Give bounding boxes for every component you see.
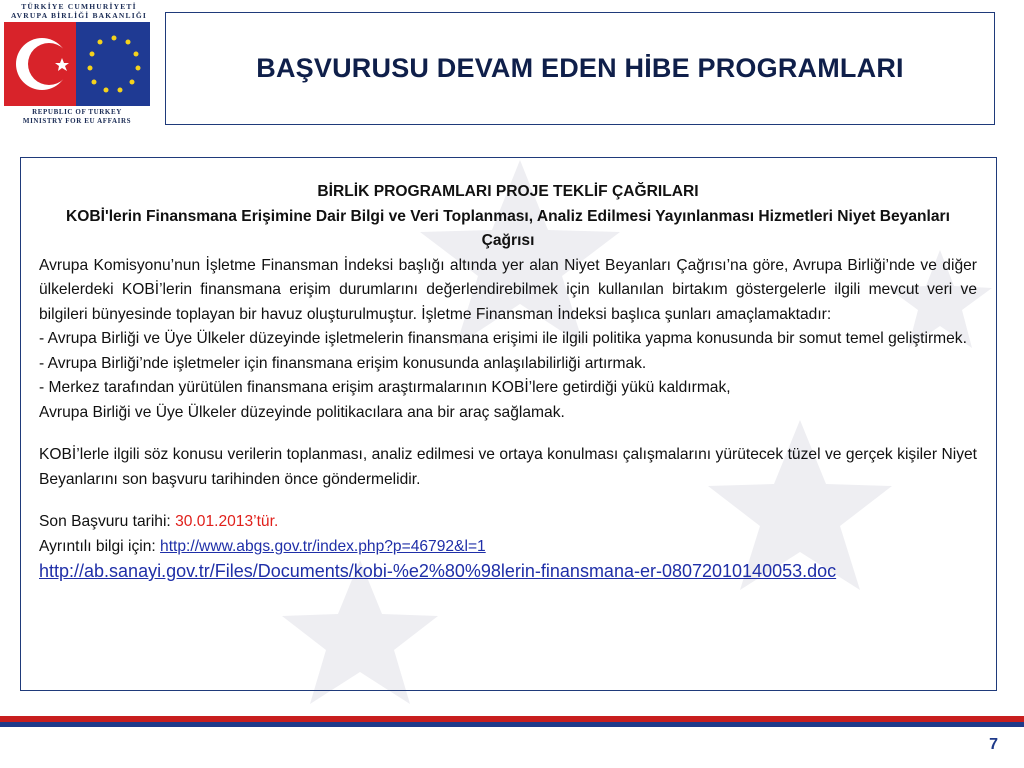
program-heading: BİRLİK PROGRAMLARI PROJE TEKLİF ÇAĞRILARI bbox=[317, 183, 699, 200]
logo-bottom-line2: MINISTRY FOR EU AFFAIRS bbox=[22, 117, 132, 125]
submission-paragraph: KOBİ’lerle ilgili söz konusu verilerin toplanması, analiz edilmesi ve ortaya konulması çalışmalarını yürütecek tüzel ve gerçek kişiler Niyet Beyanlarını son başvuru tarihinden önce göndermelidir. bbox=[39, 446, 977, 488]
content-box bbox=[20, 157, 997, 691]
deadline-label: Son Başvuru tarihi: bbox=[39, 513, 176, 530]
ministry-logo bbox=[0, 0, 155, 130]
intro-paragraph: Avrupa Komisyonu’nun İşletme Finansman İndeksi başlığı altında yer alan Niyet Beyanları Çağrısı’na göre, Avrupa Birliği’nde ve diğer ülkelerdeki KOBİ’lerin finansmana erişim durumlarını değerlendirebilmek için kullanılan birtakım göstergelerle ilgili mevcut veri ve bilgileri bünyesinde toplayan bir havuz oluşturulmuştur. İşletme Finansman İndeksi başlıca şunları amaçlamaktadır: bbox=[39, 256, 977, 323]
logo-bottom-text bbox=[4, 108, 150, 126]
info-line bbox=[39, 535, 977, 560]
title-box bbox=[165, 12, 995, 125]
footer-blue-bar bbox=[0, 722, 1024, 727]
bullet-item-continuation: Avrupa Birliği ve Üye Ülkeler düzeyinde politikacılara ana bir araç sağlamak. bbox=[39, 403, 565, 421]
deadline-value: 30.01.2013’tür. bbox=[175, 513, 279, 530]
logo-top-line1: TÜRKİYE CUMHURİYETİ bbox=[21, 2, 137, 11]
bullet-item: - Avrupa Birliği’nde işletmeler için finansmana erişim konusunda anlaşılabilirliği artırmak. bbox=[39, 354, 647, 372]
logo-top-line2: AVRUPA BİRLİĞİ BAKANLIĞI bbox=[10, 11, 148, 20]
deadline-line bbox=[39, 510, 977, 535]
sanayi-link[interactable]: http://ab.sanayi.gov.tr/Files/Documents/kobi-%e2%80%98lerin-finansmana-er-08072010140053.doc bbox=[39, 561, 837, 581]
slide-title: BAŞVURUSU DEVAM EDEN HİBE PROGRAMLARI bbox=[256, 53, 904, 83]
bullet-item: - Merkez tarafından yürütülen finansmana erişim araştırmalarının KOBİ’lere getirdiği yükü kaldırmak, bbox=[39, 379, 731, 396]
logo-top-text bbox=[8, 2, 150, 20]
logo-bottom-line1: REPUBLIC OF TURKEY bbox=[32, 108, 122, 116]
flag-emblem-icon bbox=[4, 22, 150, 106]
info-label: Ayrıntılı bilgi için: bbox=[39, 537, 161, 555]
call-heading: KOBİ'lerin Finansmana Erişimine Dair Bilgi ve Veri Toplanması, Analiz Edilmesi Yayınlanması Hizmetleri Niyet Beyanları Çağrısı bbox=[66, 207, 950, 249]
page-number: 7 bbox=[989, 736, 998, 753]
abgs-link[interactable]: http://www.abgs.gov.tr/index.php?p=46792&l=1 bbox=[160, 537, 486, 555]
bullet-item: - Avrupa Birliği ve Üye Ülkeler düzeyinde işletmelerin finansmana erişimi ile ilgili politika yapma konusunda bir somut temel geliştirmek. bbox=[39, 330, 967, 347]
